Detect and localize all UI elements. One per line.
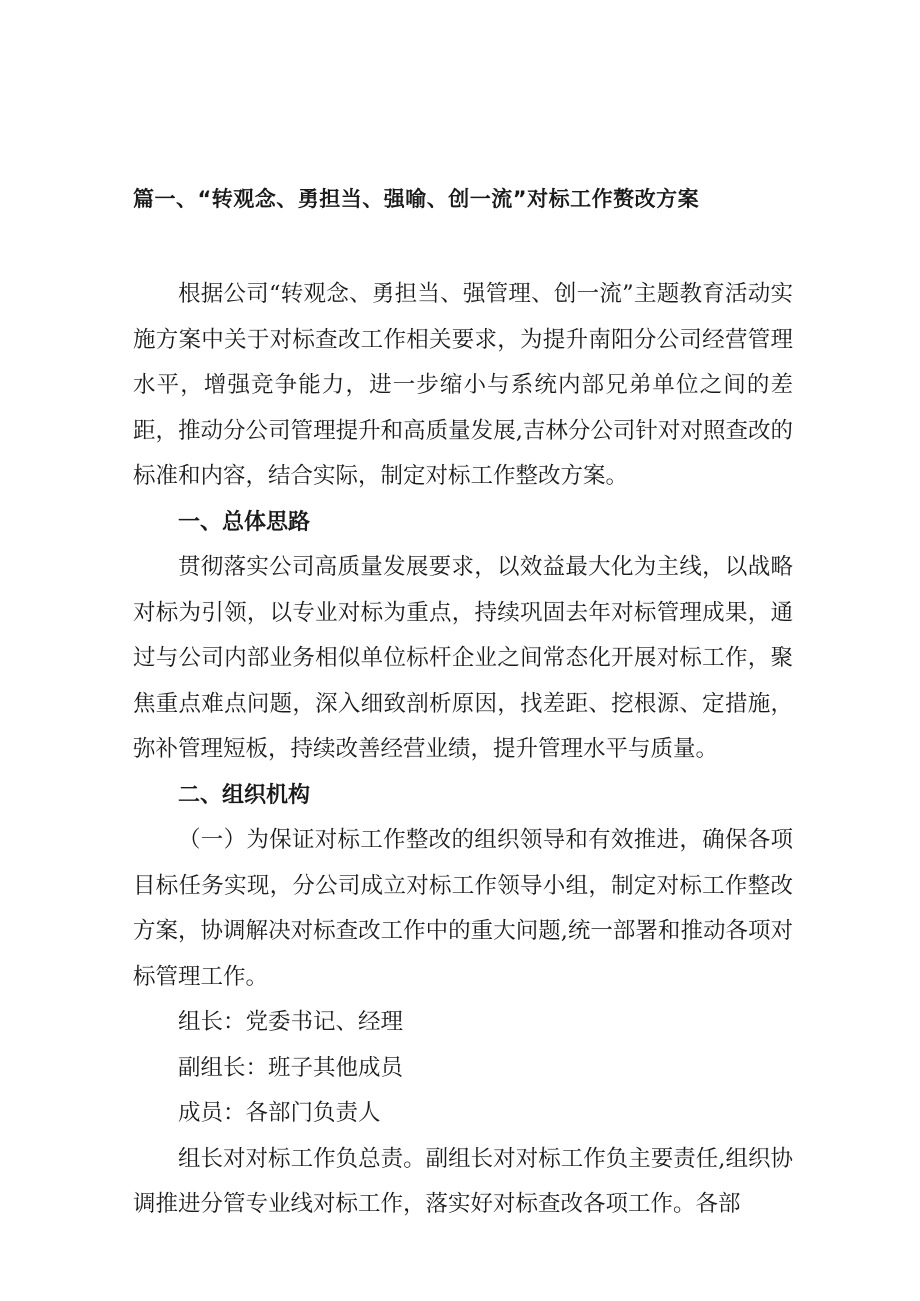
document-title: 篇一、“转观念、勇担当、强喻、创一流”对标工作赘改方案 (133, 187, 700, 211)
deputy-leader-line: 副组长：班子其他成员 (178, 1054, 404, 1081)
duties-paragraph: 组长对对标工作负总责。副组长对对标工作负主要责任,组织协调推进分管专业线对标工作，落实好对标查改各项工作。各部 (133, 1145, 793, 1217)
document-body (133, 272, 793, 1228)
intro-paragraph: 根据公司“转观念、勇担当、强管理、创一流”主题教育活动实施方案中关于对标查改工作相关要求，为提升南阳分公司经营管理水平，增强竞争能力，进一步缩小与系统内部兄弟单位之间的差距，推动分公司管理提升和高质量发展,吉林分公司针对对照查改的标准和内容，结合实际，制定对标工作整改方案。 (133, 281, 793, 489)
section-heading-organization: 二、组织机构 (178, 782, 311, 808)
organization-subsection-1: （一）为保证对标工作整改的组织领导和有效推进，确保各项目标任务实现，分公司成立对标工作领导小组，制定对标工作整改方案，协调解决对标查改工作中的重大问题,统一部署和推动各项对标管理工作。 (133, 827, 793, 990)
overall-approach-paragraph: 贯彻落实公司高质量发展要求，以效益最大化为主线，以战略对标为引领，以专业对标为重点，持续巩固去年对标管理成果，通过与公司内部业务相似单位标杆企业之间常态化开展对标工作，聚焦重点难点问题，深入细致剖析原因，找差距、挖根源、定措施，弥补管理短板，持续改善经营业绩，提升管理水平与质量。 (133, 554, 793, 762)
members-line: 成员：各部门负责人 (178, 1100, 381, 1126)
group-leader-line: 组长：党委书记、经理 (178, 1009, 404, 1035)
section-heading-overall-approach: 一、总体思路 (178, 509, 311, 535)
